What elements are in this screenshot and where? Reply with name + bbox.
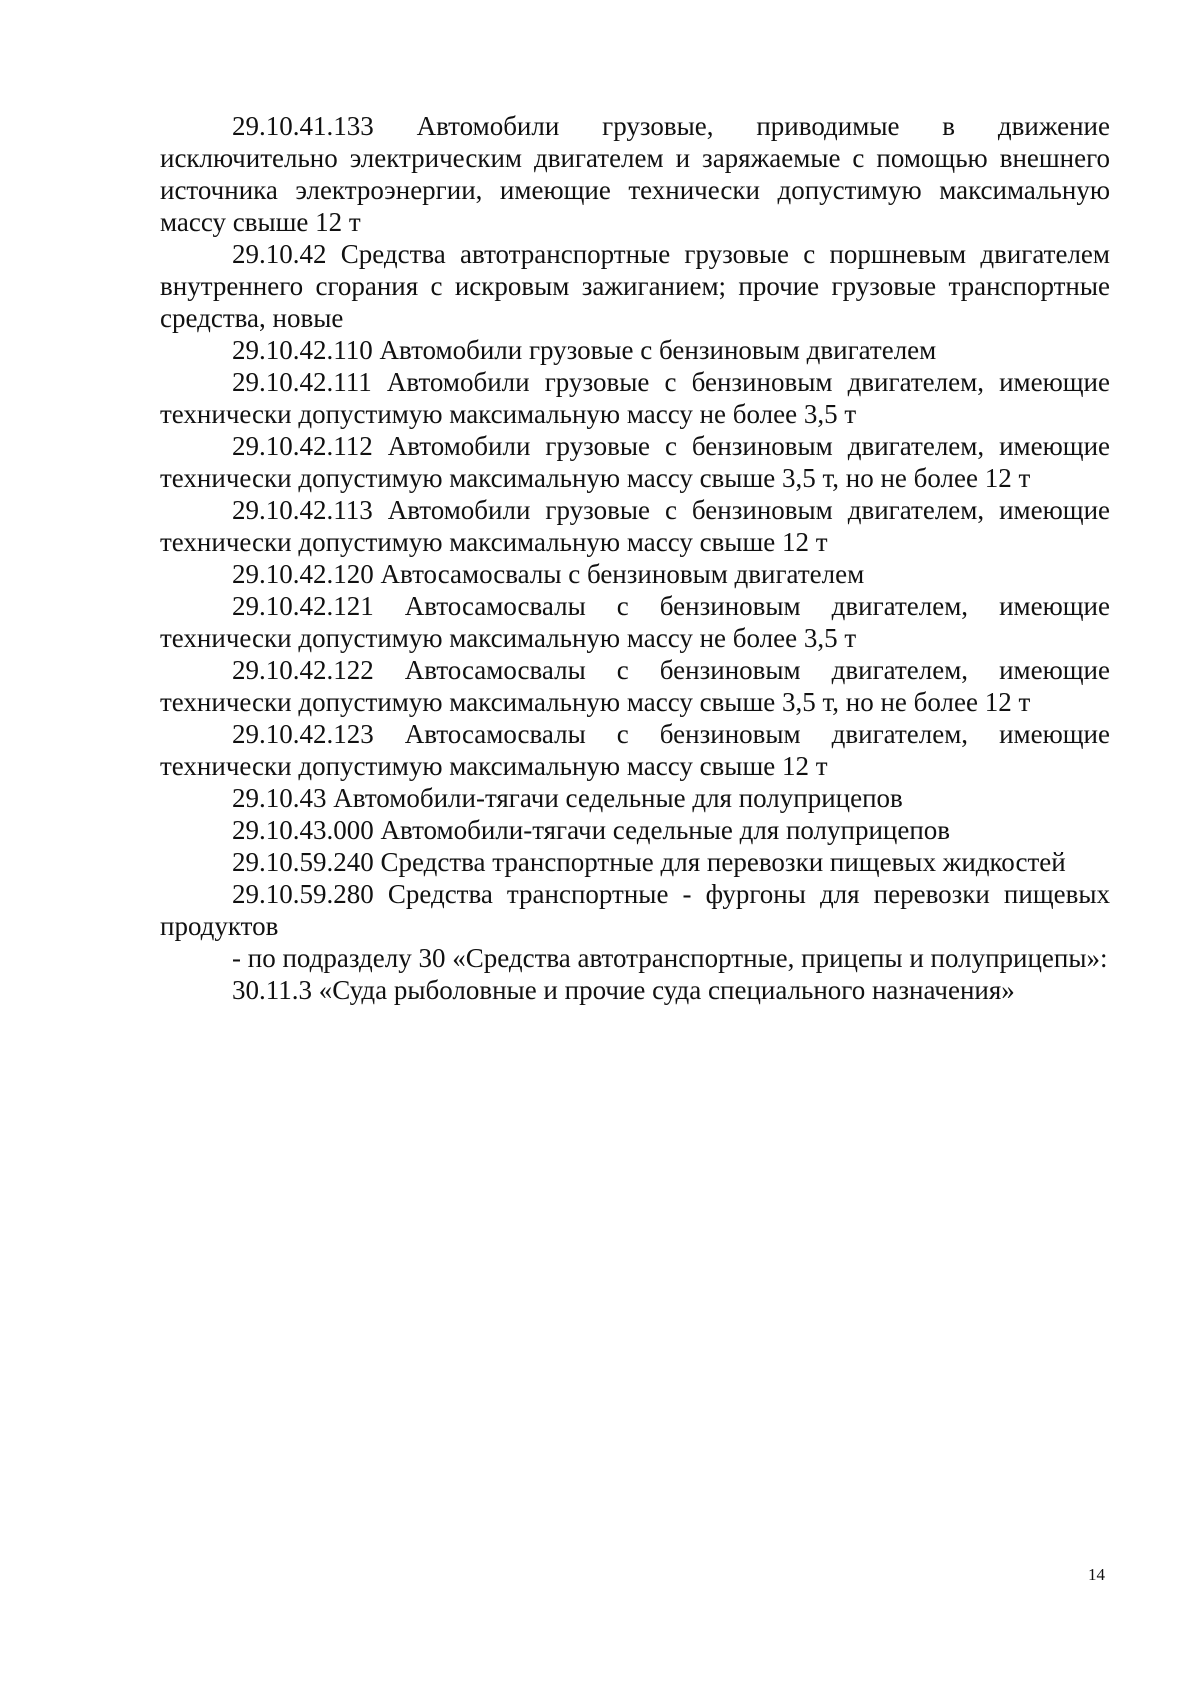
document-body bbox=[160, 110, 1110, 1006]
paragraph: 29.10.42.110 Автомобили грузовые с бензиновым двигателем bbox=[232, 335, 937, 365]
paragraph: 29.10.42.123 Автосамосвалы с бензиновым двигателем, имеющие технически допустимую максимальную массу свыше 12 т bbox=[160, 719, 1110, 781]
paragraph: 29.10.42.122 Автосамосвалы с бензиновым двигателем, имеющие технически допустимую максимальную массу свыше 3,5 т, но не более 12 т bbox=[160, 655, 1110, 717]
paragraph: 29.10.42.121 Автосамосвалы с бензиновым двигателем, имеющие технически допустимую максимальную массу не более 3,5 т bbox=[160, 591, 1110, 653]
paragraph: 29.10.42.113 Автомобили грузовые с бензиновым двигателем, имеющие технически допустимую максимальную массу свыше 12 т bbox=[160, 495, 1110, 557]
paragraph: 29.10.42.112 Автомобили грузовые с бензиновым двигателем, имеющие технически допустимую максимальную массу свыше 3,5 т, но не более 12 т bbox=[160, 431, 1110, 493]
paragraph: 29.10.43 Автомобили-тягачи седельные для полуприцепов bbox=[232, 783, 903, 813]
paragraph: 29.10.42 Средства автотранспортные грузовые с поршневым двигателем внутреннего сгорания с искровым зажиганием; прочие грузовые транспортные средства, новые bbox=[160, 239, 1110, 333]
paragraph: 29.10.41.133 Автомобили грузовые, приводимые в движение исключительно электрическим двигателем и заряжаемые с помощью внешнего источника электроэнергии, имеющие технически допустимую максимальную массу свыше 12 т bbox=[160, 111, 1110, 237]
page-number: 14 bbox=[1088, 1565, 1105, 1584]
paragraph: 29.10.59.280 Средства транспортные - фургоны для перевозки пищевых продуктов bbox=[160, 879, 1110, 941]
paragraph: 29.10.42.120 Автосамосвалы с бензиновым двигателем bbox=[232, 559, 865, 589]
paragraph: 30.11.3 «Суда рыболовные и прочие суда специального назначения» bbox=[232, 975, 1015, 1005]
paragraph: - по подразделу 30 «Средства автотранспортные, прицепы и полуприцепы»: bbox=[232, 943, 1108, 973]
paragraph: 29.10.43.000 Автомобили-тягачи седельные для полуприцепов bbox=[232, 815, 951, 845]
paragraph: 29.10.59.240 Средства транспортные для перевозки пищевых жидкостей bbox=[232, 847, 1066, 877]
paragraph: 29.10.42.111 Автомобили грузовые с бензиновым двигателем, имеющие технически допустимую максимальную массу не более 3,5 т bbox=[160, 367, 1110, 429]
